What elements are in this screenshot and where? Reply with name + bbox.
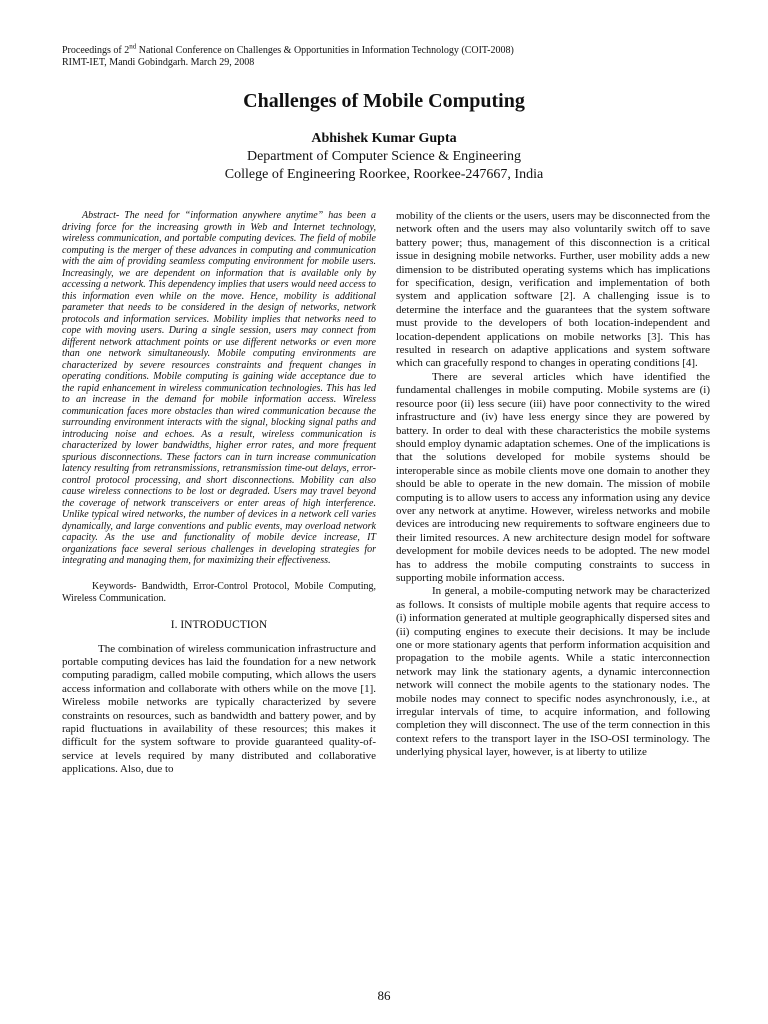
left-column [62, 210, 376, 777]
intro-paragraph: The combination of wireless communication infrastructure and portable computing devices has laid the foundation for a new network computing paradigm, called mobile computing, which allows the users access information and collaborate with others while on the move [1]. Wireless mobile networks are typically characterized by severe constraints on resources, such as bandwidth and battery power, and by rapid fluctuations in availability of these resources; this makes it difficult for the system software to provide guaranteed quality-of-service at levels required by many distributed and collaborative applications. Also, due to [62, 642, 376, 776]
author-block [0, 130, 768, 184]
right-paragraph-3: In general, a mobile-computing network may be characterized as follows. It consists of multiple mobile agents that require access to (i) information generated at multiple geographically dispersed sites and (ii) computing engines to execute their decisions. It may be include one or more stationary agents that perform information acquisition and propagation to the mobile agents. While a static interconnection network may link the stationary agents, a dynamic interconnection network will connect the mobile agents to the stationary nodes. The mobile nodes may connect to specific nodes asynchronously, i.e., at irregular intervals of time, to acquire information, and following completion they will disconnect. The use of the term connection in this context refers to the transport layer in the ISO-OSI terminology. The underlying physical layer, however, is at liberty to utilize [396, 585, 711, 759]
author-college: College of Engineering Roorkee, Roorkee-247667, India [224, 167, 544, 182]
proceedings-header [62, 42, 514, 69]
right-paragraph-2: There are several articles which have identified the fundamental challenges in mobile computing. Mobile systems are (i) resource poor (ii) less secure (iii) have poor connectivity to the wired infrastructure and (iv) have less energy since they are powered by battery. In order to deal with these characteristics the mobile systems should employ dynamic adaptation schemes. One of the implications is that the solutions developed for mobile systems should be interoperable since as mobile clients move one domain to another they should be able to operate in the new domain. The mission of mobile computing is to allow users to access any information using any device over any network at anytime. However, wireless networks and mobile devices are introducing new requirements to software engineers due to their limited resources. A new architecture design model for software development for mobile devices needs to be adopted. The new model has to address the mobile computing constraints to success in supporting mobile information access. [396, 370, 710, 584]
paper-title: Challenges of Mobile Computing [243, 90, 525, 112]
right-paragraph-1: mobility of the clients or the users, users may be disconnected from the network often and the users may also voluntarily switch off to save battery power; thus, management of this disconnection is a critical issue in designing mobile networks. Further, user mobility adds a new dimension to be distributed operating systems which has implications for specification, design, verification and implementation of both system and application software [2]. A challenging issue is to determine the interface and the guarantees that the system software must provide to the developers of both location-independent and location-dependent applications on mobile networks [3]. This has resulted in research on adaptive applications and system software which can gracefully respond to changes in operating conditions [4]. [396, 210, 710, 370]
header-line-1: Proceedings of 2nd National Conference on Challenges & Opportunities in Information Technology (COIT-2008) [62, 42, 514, 56]
header-line-2: RIMT-IET, Mandi Gobindgarh. March 29, 2008 [62, 57, 255, 68]
right-column [396, 210, 710, 760]
author-department: Department of Computer Science & Engineering [246, 149, 522, 164]
author-name: Abhishek Kumar Gupta [311, 131, 457, 146]
abstract-paragraph: Abstract- The need for “information anywhere anytime” has been a driving force for the increasing growth in Web and Internet technology, wireless communication, and portable computing devices. The field of mobile computing is the merger of these advances in computing and communication with the aim of providing seamless computing environment for mobile users. Increasingly, we are dependent on information that is available only by accessing a network. This dependency implies that users would need access to this information even while on the move. Hence, mobility is additional parameter that needs to be considered in the design of networks, network protocols and information services. Mobility implies that networks need to cope with moving users. During a single session, users may connect from different network attachment points or use different networks or even more than one network simultaneously. Mobile computing environments are characterized by severe resources constraints and frequent changes in operating conditions. Mobile computing is gaining wide acceptance due to the rapid enhancement in wireless communication technologies. This has led to an increase in the demand for mobile information access. Wireless communication faces more obstacles than wired communication because the surrounding environment interacts with the signal, blocking signal paths and introducing noise and echoes. As a result, wireless communication is characterized by lower bandwidths, higher error rates, and more frequent spurious disconnections. These factors can in turn increase communication latency resulting from retransmissions, retransmission time-out delays, error-control protocol processing, and short disconnections. Mobility can also cause wireless connections to be lost or degraded. Users may travel beyond the coverage of network transceivers or enter areas of high interference. Unlike typical wired networks, the number of devices in a network cell varies dynamically, and large conventions and public events, may overload network capacity. As the use and functionality of mobile device increase, IT organizations face several serious challenges in developing strategies for integrating and managing them, for maximizing their effectiveness. [62, 210, 376, 566]
section-heading-introduction: I. INTRODUCTION [170, 618, 268, 631]
page-number: 86 [377, 988, 391, 1003]
keywords-paragraph: Keywords- Bandwidth, Error-Control Protocol, Mobile Computing, Wireless Communication. [62, 580, 376, 604]
